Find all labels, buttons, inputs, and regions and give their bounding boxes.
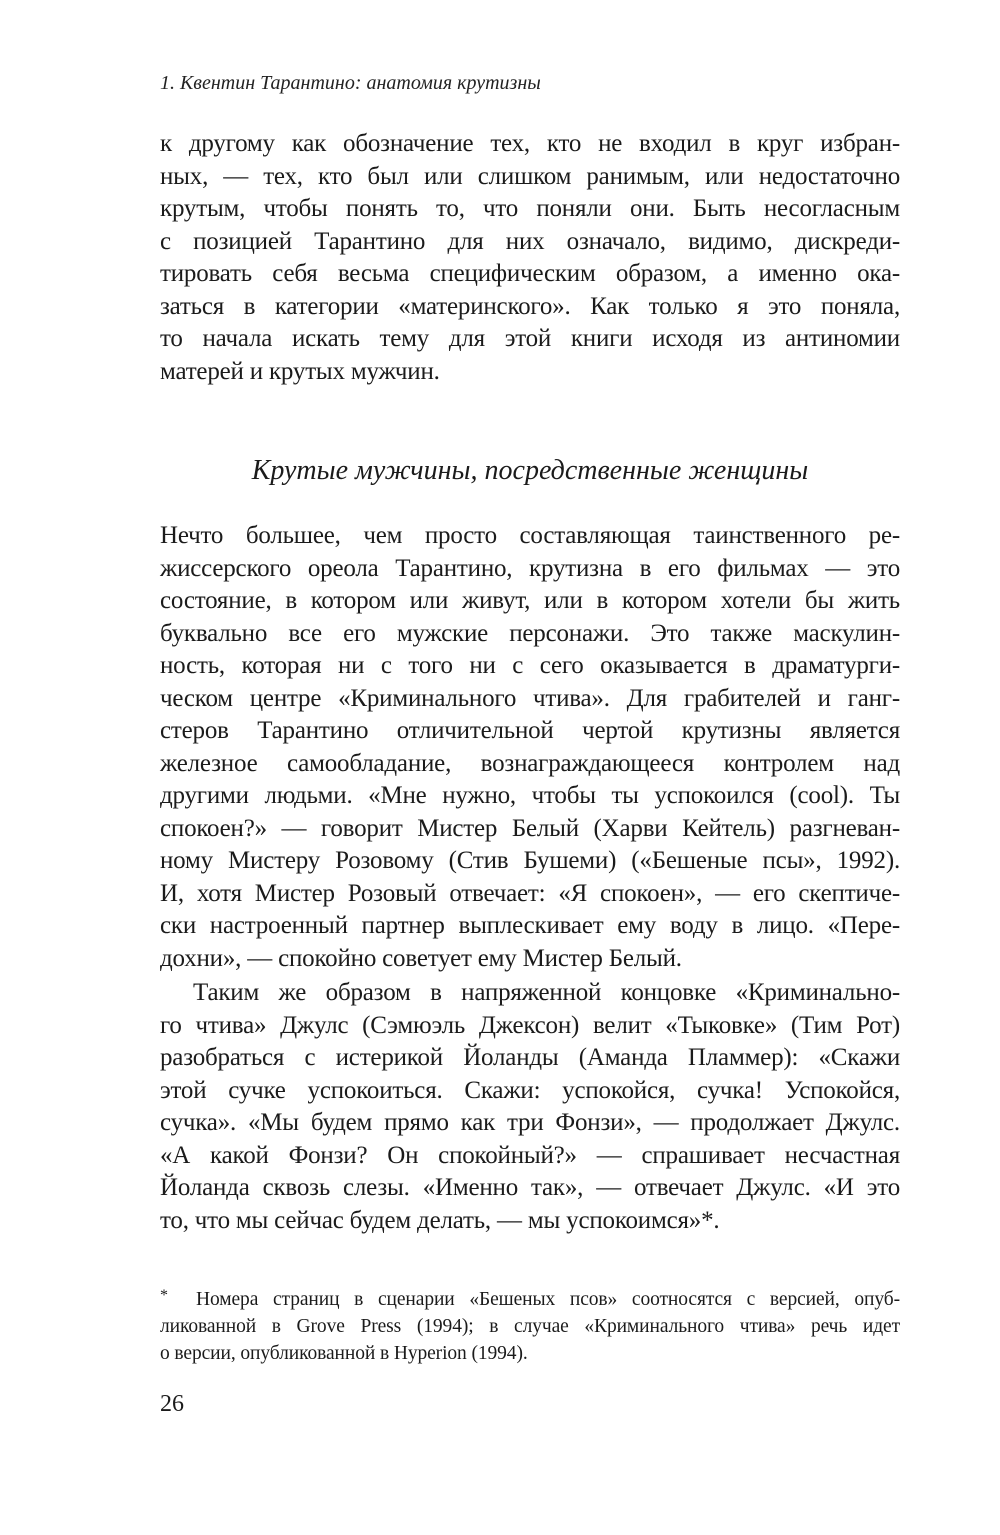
text-line: с позицией Тарантино для них означало, видимо, дискреди-: [160, 227, 900, 255]
text-line: го чтива» Джулс (Сэмюэль Джексон) велит «Тыковке» (Тим Рот): [160, 1011, 900, 1039]
text-line: крутым, чтобы понять то, что поняли они. Быть несогласным: [160, 195, 900, 222]
text-line: железное самообладание, вознаграждающееся контролем над: [160, 749, 900, 777]
text-line: к другому как обозначение тех, кто не входил в круг избран-: [160, 130, 900, 157]
text-line: разобраться с истерикой Йоланды (Аманда Пламмер): «Скажи: [160, 1044, 900, 1071]
text-line: состояние, в котором или живут, или в котором хотели бы жить: [160, 587, 900, 614]
text-line: жиссерского ореола Тарантино, крутизна в его фильмах — это: [160, 554, 900, 582]
text-line: ность, которая ни с того ни с сего оказывается в драматурги-: [160, 652, 900, 679]
text-line: то, что мы сейчас будем делать, — мы успокоимся»*.: [160, 1206, 720, 1234]
text-line: ных, — тех, кто был или слишком ранимым, или недостаточно: [160, 162, 900, 190]
text-line: спокоен?» — говорит Мистер Белый (Харви Кейтель) разгневан-: [160, 814, 900, 842]
text-line: другими людьми. «Мне нужно, чтобы ты успокоился (cool). Ты: [160, 782, 900, 809]
text-line: ликованной в Grove Press (1994); в случае «Криминального чтива» речь идет: [160, 1316, 900, 1337]
text-line: Нечто большее, чем просто составляющая таинственного ре-: [160, 522, 900, 549]
text-line: дохни», — спокойно советует ему Мистер Белый.: [160, 944, 682, 972]
footnote-text: [160, 1286, 900, 1367]
text-line: буквально все его мужские персонажи. Это также маскулин-: [160, 619, 900, 647]
text-line: сучка». «Мы будем прямо как три Фонзи», — продолжает Джулс.: [160, 1109, 900, 1136]
footnote-marker: *: [160, 1287, 168, 1304]
text-line: «А какой Фонзи? Он спокойный?» — спрашивает несчастная: [160, 1141, 900, 1169]
text-line: тировать себя весьма специфическим образом, а именно ока-: [160, 260, 900, 287]
text-line: то начала искать тему для этой книги исходя из антиномии: [160, 325, 900, 352]
page-number: 26: [160, 1391, 184, 1417]
paragraph: [160, 977, 900, 1237]
text-line: ческом центре «Криминального чтива». Для грабителей и ганг-: [160, 684, 900, 712]
section-heading: Крутые мужчины, посредственные женщины: [251, 455, 809, 486]
text-line: матерей и крутых мужчин.: [160, 357, 440, 385]
paragraph: [160, 128, 900, 388]
paragraph: [160, 520, 900, 975]
text-line: стеров Тарантино отличительной чертой крутизны является: [160, 717, 900, 744]
text-line: заться в категории «материнского». Как только я это поняла,: [160, 292, 900, 320]
text-line: Йоланда сквозь слезы. «Именно так», — отвечает Джулс. «И это: [160, 1174, 900, 1201]
text-line: о версии, опубликованной в Hyperion (1994).: [160, 1343, 528, 1364]
text-line: И, хотя Мистер Розовый отвечает: «Я спокоен», — его скептиче-: [160, 879, 900, 907]
text-line: Таким же образом в напряженной концовке «Криминально-: [193, 979, 900, 1006]
running-header: 1. Квентин Тарантино: анатомия крутизны: [160, 72, 541, 94]
text-line: ски настроенный партнер выплескивает ему воду в лицо. «Пере-: [160, 912, 900, 939]
text-line: ному Мистеру Розовому (Стив Бушеми) («Бешеные псы», 1992).: [160, 847, 900, 874]
footnote: [160, 1286, 900, 1367]
text-line: Номера страниц в сценарии «Бешеных псов» соотносятся с версией, опуб-: [196, 1289, 900, 1310]
text-line: этой сучке успокоиться. Скажи: успокойся, сучка! Успокойся,: [160, 1076, 900, 1104]
